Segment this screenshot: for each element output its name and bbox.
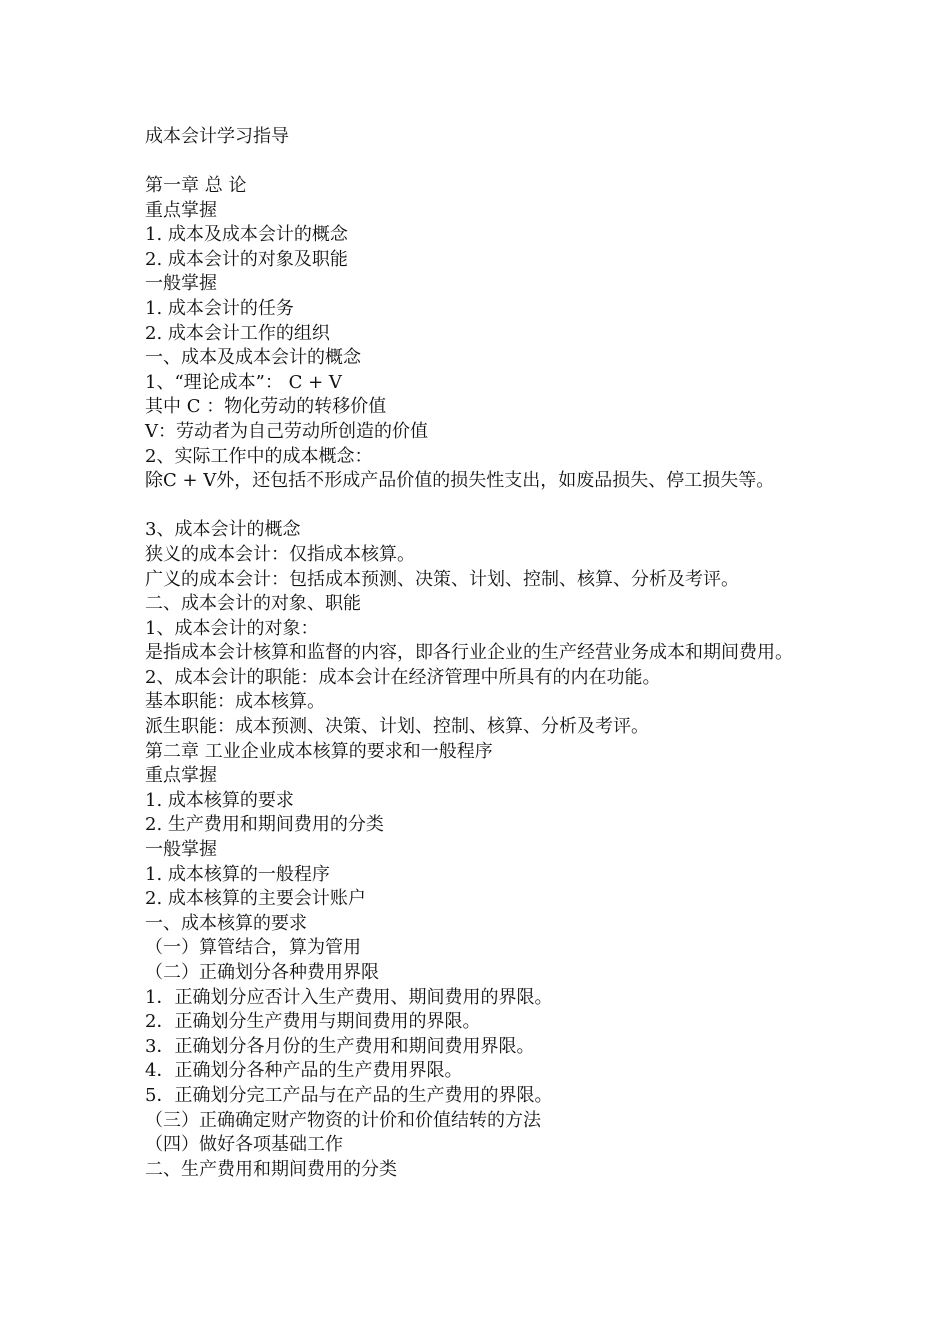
text-line: V：劳动者为自己劳动所创造的价值 [145, 420, 428, 442]
list-item: 5．正确划分完工产品与在产品的生产费用的界限。 [145, 1084, 553, 1106]
subsection-heading: （一）算管结合，算为管用 [145, 937, 361, 959]
subsection-heading: （四）做好各项基础工作 [145, 1134, 343, 1156]
text-line: 其中 C ：物化劳动的转移价值 [145, 396, 387, 418]
list-item: 1. 成本会计的任务 [145, 297, 294, 319]
document-title: 成本会计学习指导 [145, 126, 289, 147]
text-line: 2、实际工作中的成本概念： [145, 445, 373, 467]
blank-line [145, 494, 845, 519]
section-label: 一般掌握 [145, 839, 217, 861]
list-item: 2. 成本会计的对象及职能 [145, 248, 348, 270]
list-item: 1. 成本及成本会计的概念 [145, 224, 348, 246]
text-line: 2、成本会计的职能：成本会计在经济管理中所具有的内在功能。 [145, 666, 661, 688]
section-heading: 二、生产费用和期间费用的分类 [145, 1158, 397, 1180]
section-label: 一般掌握 [145, 273, 217, 295]
section-label: 重点掌握 [145, 199, 217, 221]
chapter-heading: 第一章 总 论 [145, 175, 247, 196]
list-item: 2．正确划分生产费用与期间费用的界限。 [145, 1011, 481, 1033]
section-heading: 一、成本核算的要求 [145, 912, 307, 934]
text-line: 基本职能：成本核算。 [145, 691, 325, 713]
list-item: 1. 成本核算的要求 [145, 789, 294, 811]
section-heading: 二、成本会计的对象、职能 [145, 593, 361, 615]
text-line: 除C + V外，还包括不形成产品价值的损失性支出，如废品损失、停工损失等。 [145, 470, 775, 492]
paragraph: 是指成本会计核算和监督的内容，即各行业企业的生产经营业务成本和期间费用。 [145, 642, 793, 664]
list-item: 1．正确划分应否计入生产费用、期间费用的界限。 [145, 986, 553, 1008]
document-body [145, 174, 845, 1182]
list-item: 2. 成本会计工作的组织 [145, 322, 330, 344]
text-line: 1、“理论成本”： C + V [145, 371, 342, 393]
text-line: 派生职能：成本预测、决策、计划、控制、核算、分析及考评。 [145, 716, 649, 738]
list-item: 4．正确划分各种产品的生产费用界限。 [145, 1060, 463, 1082]
text-line: 广义的成本会计：包括成本预测、决策、计划、控制、核算、分析及考评。 [145, 568, 739, 590]
text-line: 1、成本会计的对象： [145, 617, 319, 639]
chapter-heading: 第二章 工业企业成本核算的要求和一般程序 [145, 740, 493, 762]
text-line: 3、成本会计的概念 [145, 519, 301, 541]
subsection-heading: （二）正确划分各种费用界限 [145, 962, 379, 983]
list-item: 3．正确划分各月份的生产费用和期间费用界限。 [145, 1035, 535, 1057]
text-line: 狭义的成本会计：仅指成本核算。 [145, 543, 415, 565]
list-item: 2. 成本核算的主要会计账户 [145, 888, 366, 910]
subsection-heading: （三）正确确定财产物资的计价和价值结转的方法 [145, 1109, 541, 1131]
section-heading: 一、成本及成本会计的概念 [145, 347, 361, 369]
list-item: 2. 生产费用和期间费用的分类 [145, 814, 384, 836]
section-label: 重点掌握 [145, 765, 217, 787]
list-item: 1. 成本核算的一般程序 [145, 863, 330, 885]
